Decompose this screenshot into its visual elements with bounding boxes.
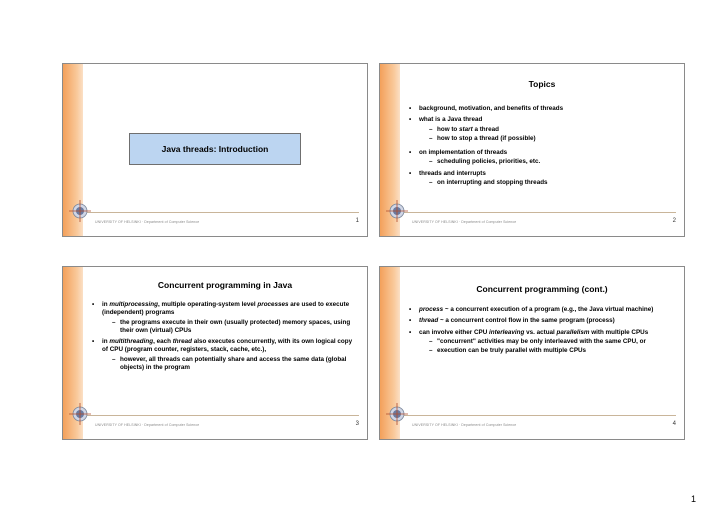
slide-4 xyxy=(379,266,685,440)
footer-text: UNIVERSITY OF HELSINKI · Department of Computer Science xyxy=(95,423,200,427)
list-subitem: – on interrupting and stopping threads xyxy=(419,179,674,187)
slide-page-number: 2 xyxy=(672,218,676,224)
list-item: • what is a Java thread – how to start a thread – how to stop a thread (if possible) xyxy=(408,116,674,143)
list-item: • background, motivation, and benefits of threads xyxy=(408,105,674,113)
slide-1 xyxy=(62,63,368,237)
slide-title: Concurrent programming in Java xyxy=(157,280,293,290)
list-subitem: – how to stop a thread (if possible) xyxy=(419,135,674,143)
list-subitem: – "concurrent" activities may be only interleaved with the same CPU, or xyxy=(419,338,674,346)
list-subitem: – scheduling policies, priorities, etc. xyxy=(419,158,674,166)
slide-footer xyxy=(380,415,684,439)
list-item: • can involve either CPU interleaving vs. actual parallelism with multiple CPUs – "concurrent" activities may be only interleaved with the same CPU, or – execution can be truly parallel with multiple CPUs xyxy=(408,329,674,356)
slide-title: Concurrent programming (cont.) xyxy=(476,284,608,294)
list-item: • on implementation of threads – scheduling policies, priorities, etc. xyxy=(408,149,674,167)
university-logo-icon xyxy=(69,200,91,222)
slide-3 xyxy=(62,266,368,440)
list-subitem: – the programs execute in their own (usually protected) memory spaces, using their own (virtual) CPUs xyxy=(102,319,357,336)
footer-text: UNIVERSITY OF HELSINKI · Department of Computer Science xyxy=(412,220,517,224)
list-item: • threads and interrupts – on interrupting and stopping threads xyxy=(408,170,674,188)
sheet-page-number: 1 xyxy=(690,494,696,504)
list-item: • in multiprocessing, multiple operating-system level processes are used to execute (independent) programs – the programs execute in their own (usually protected) memory spaces, using their own (virtual) CPUs xyxy=(91,301,357,335)
slide-page-number: 3 xyxy=(355,421,359,427)
list-subitem: – execution can be truly parallel with multiple CPUs xyxy=(419,347,674,355)
slide-page-number: 1 xyxy=(355,218,359,224)
slide-2 xyxy=(379,63,685,237)
footer-text: UNIVERSITY OF HELSINKI · Department of Computer Science xyxy=(95,220,200,224)
list-subitem: – how to start a thread xyxy=(419,126,674,134)
slide-footer xyxy=(63,212,367,236)
slide-page-number: 4 xyxy=(672,421,676,427)
slide-footer xyxy=(380,212,684,236)
slide-title-box xyxy=(129,133,301,165)
slide-content xyxy=(408,105,674,190)
slide-content xyxy=(408,306,674,358)
slide-title-text: Java threads: Introduction xyxy=(161,144,269,154)
university-logo-icon xyxy=(386,200,408,222)
slide-title: Topics xyxy=(528,79,556,89)
slide-content xyxy=(91,301,357,375)
footer-text: UNIVERSITY OF HELSINKI · Department of Computer Science xyxy=(412,423,517,427)
list-item: • thread ~ a concurrent control flow in the same program (process) xyxy=(408,317,674,325)
university-logo-icon xyxy=(386,403,408,425)
list-subitem: – however, all threads can potentially share and access the same data (global objects) in the program xyxy=(102,356,357,373)
list-item: • in multithreading, each thread also executes concurrently, with its own logical copy of CPU (program counter, registers, stack, cache, etc.), – however, all threads can potentially share and access the same data (global objects) in the program xyxy=(91,338,357,372)
list-item: • process ~ a concurrent execution of a program (e.g., the Java virtual machine) xyxy=(408,306,674,314)
slide-footer xyxy=(63,415,367,439)
university-logo-icon xyxy=(69,403,91,425)
